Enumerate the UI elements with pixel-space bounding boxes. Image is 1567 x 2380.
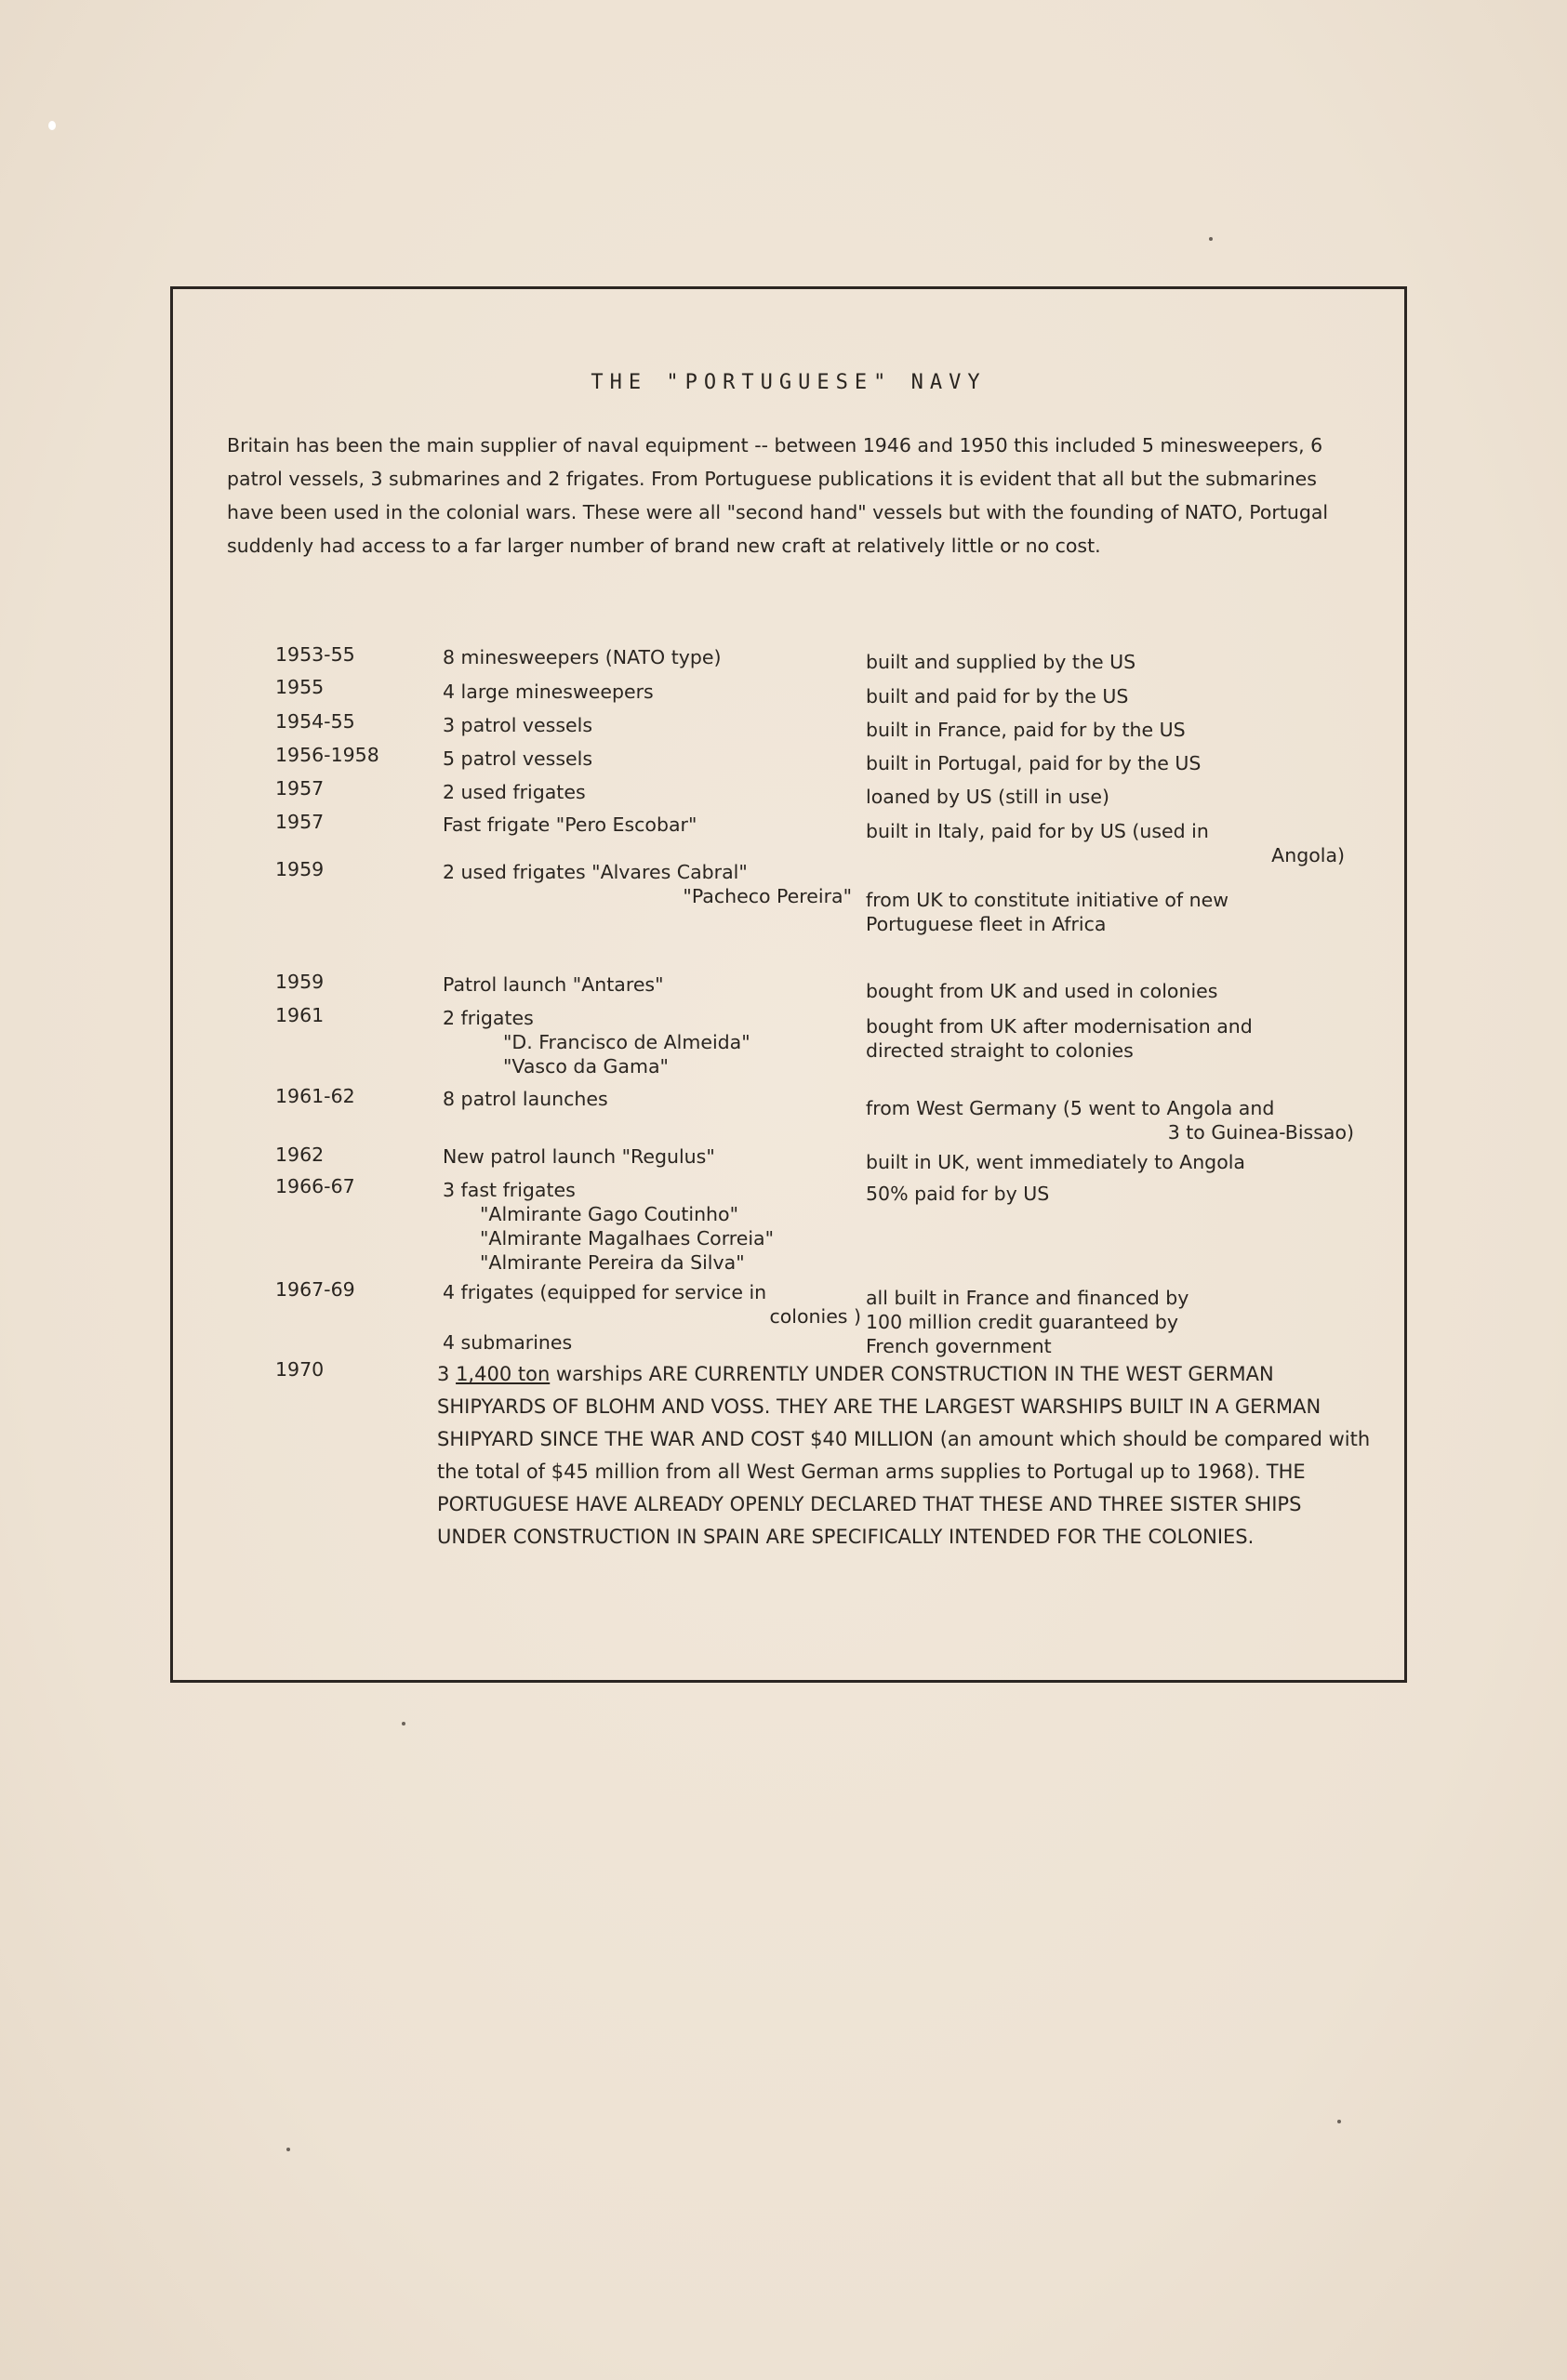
row-year: 1967-69 — [275, 1278, 355, 1301]
row-item: 3 patrol vessels — [443, 714, 592, 736]
row-year: 1955 — [275, 676, 325, 698]
paper-speck — [286, 2148, 290, 2151]
row-year: 1970 — [275, 1358, 325, 1381]
row-item: 8 minesweepers (NATO type) — [443, 646, 722, 668]
row-item: 8 patrol launches — [443, 1088, 608, 1110]
row-year: 1961 — [275, 1004, 325, 1026]
row-item: Patrol launch "Antares" — [443, 973, 664, 996]
row-item: 2 used frigates "Alvares Cabral" — [443, 861, 748, 883]
row-item-continued: "D. Francisco de Almeida" "Vasco da Gama" — [503, 1031, 750, 1078]
row-note: bought from UK and used in colonies — [866, 980, 1218, 1002]
row-note: built in UK, went immediately to Angola — [866, 1151, 1245, 1173]
row-year: 1959 — [275, 971, 325, 993]
row-year: 1966-67 — [275, 1175, 355, 1197]
row-note: from West Germany (5 went to Angola and — [866, 1097, 1275, 1119]
page-title: THE "PORTUGUESE" NAVY — [591, 371, 987, 394]
paper-mark — [48, 121, 56, 130]
row-note: built in France, paid for by the US — [866, 719, 1186, 741]
row-note: built in Italy, paid for by US (used in — [866, 820, 1209, 842]
row-note-continued: 3 to Guinea-Bissao) — [1167, 1121, 1354, 1144]
final-tonnage: 1,400 ton — [456, 1363, 551, 1385]
row-item: 5 patrol vessels — [443, 747, 592, 770]
row-note: bought from UK after modernisation and directed straight to colonies — [866, 1015, 1253, 1062]
row-item-continued: colonies ) — [769, 1305, 861, 1328]
paper-speck — [402, 1722, 405, 1726]
row-note: built in Portugal, paid for by the US — [866, 752, 1202, 774]
bordered-box — [170, 286, 1407, 1683]
row-note: built and paid for by the US — [866, 685, 1129, 707]
row-year: 1957 — [275, 811, 325, 833]
row-item: 2 used frigates — [443, 781, 586, 803]
row-item-continued: 4 submarines — [443, 1331, 573, 1354]
row-year: 1961-62 — [275, 1085, 355, 1107]
paper-speck — [1337, 2120, 1341, 2123]
row-item: 2 frigates — [443, 1007, 534, 1029]
row-item-continued: "Pacheco Pereira" — [683, 885, 852, 907]
final-count: 3 — [437, 1363, 450, 1385]
row-item: New patrol launch "Regulus" — [443, 1145, 715, 1168]
row-note: all built in France and financed by 100 million credit guaranteed by French government — [866, 1287, 1189, 1357]
row-item-continued: "Almirante Gago Coutinho" "Almirante Magalhaes Correia" "Almirante Pereira da Silva" — [480, 1203, 775, 1274]
row-year: 1956-1958 — [275, 744, 379, 766]
row-year: 1954-55 — [275, 710, 355, 733]
final-statement — [437, 1358, 1376, 1554]
row-item: 4 frigates (equipped for service in — [443, 1281, 767, 1303]
row-year: 1959 — [275, 858, 325, 880]
row-year: 1957 — [275, 777, 325, 800]
row-year: 1953-55 — [275, 643, 355, 666]
paper-speck — [1209, 237, 1213, 241]
row-note: loaned by US (still in use) — [866, 786, 1109, 808]
row-item: Fast frigate "Pero Escobar" — [443, 813, 697, 836]
intro-paragraph: Britain has been the main supplier of naval equipment -- between 1946 and 1950 this included 5 minesweepers, 6 patrol vessels, 3 submarines and 2 frigates. From Portuguese publications it is evident that all but the submarines have been used in the colonial wars. These were all "second hand" vessels but with the founding of NATO, Portugal suddenly had access to a far larger number of brand new craft at relatively little or no cost. — [227, 434, 1329, 557]
row-item: 3 fast frigates — [443, 1179, 576, 1201]
final-text: warships ARE CURRENTLY UNDER CONSTRUCTION IN THE WEST GERMAN SHIPYARDS OF BLOHM AND VOSS. THEY ARE THE LARGEST WARSHIPS BUILT IN A GERMAN SHIPYARD SINCE THE WAR AND COST $40 MILLION (an amount which should be compared with the total of $45 million from all West German arms supplies to Portugal up to 1968). THE PORTUGUESE HAVE ALREADY OPENLY DECLARED THAT THESE AND THREE SISTER SHIPS UNDER CONSTRUCTION IN SPAIN ARE SPECIFICALLY INTENDED FOR THE COLONIES. — [437, 1363, 1371, 1548]
row-note: from UK to constitute initiative of new Portuguese fleet in Africa — [866, 889, 1229, 935]
row-note-continued: Angola) — [1271, 844, 1345, 866]
row-year: 1962 — [275, 1144, 325, 1166]
row-note: built and supplied by the US — [866, 651, 1136, 673]
row-item: 4 large minesweepers — [443, 681, 654, 703]
row-note: 50% paid for by US — [866, 1183, 1050, 1205]
